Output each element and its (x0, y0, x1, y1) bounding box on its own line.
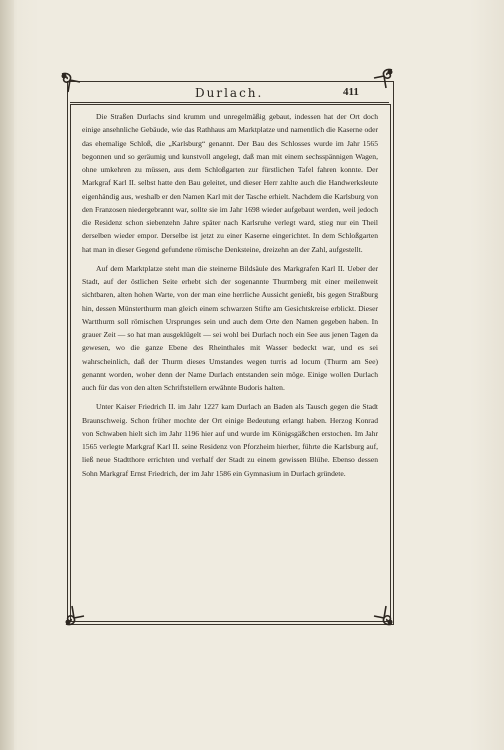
paragraph: Unter Kaiser Friedrich II. im Jahr 1227 kam Durlach an Baden als Tausch gegen die Stadt Braunschweig. Schon früher mochte der Ort einige Bedeutung erlangt haben. Herzog Konrad von Schwaben hielt sich im Jahr 1196 hier auf und wurde im Königsgäßchen erstochen. Im Jahr 1565 verlegte Markgraf Karl II. seine Residenz von Pforzheim hierher, führte die Karlsburg auf, ließ neue Stadtthore errichten und verhalf der Stadt zu einem gewissen Blühe. Ebenso dessen Sohn Markgraf Ernst Friedrich, der im Jahr 1586 ein Gymnasium in Durlach gründete. (82, 402, 378, 478)
header-rule (70, 102, 389, 103)
book-spine (0, 0, 14, 750)
ornament-corner-icon (372, 66, 396, 90)
body-text (82, 110, 378, 486)
running-head-title: Durlach. (195, 86, 264, 100)
page-number: 411 (343, 86, 359, 98)
ornament-corner-icon (62, 604, 86, 628)
paragraph: Die Straßen Durlachs sind krumm und unregelmäßig gebaut, indessen hat der Ort doch einige ansehnliche Gebäude, wie das Rathhaus am Marktplatze und namentlich die Kaserne oder das ehemalige Schloß, die „Karlsburg“ genannt. Der Bau des Schlosses wurde im Jahr 1565 begonnen und so geräumig und kunstvoll angelegt, daß man mit einem sechsspännigen Wagen, ohne umkehren zu müssen, aus dem Schloßgarten zur fürstlichen Tafel fahren konnte. Der Markgraf Karl II. selbst hatte den Bau geleitet, und dieser Herr zahlte auch die Handwerksleute eigenhändig aus, weshalb er den Namen Karl mit der Tasche erhielt. Nachdem die Karlsburg von den Franzosen niedergebrannt war, sollte sie im Jahr 1698 wieder aufgebaut werden, weil jedoch die Residenz schon siebenzehn Jahre später nach Karlsruhe verlegt ward, stieg nur ein Theil derselben wieder empor. Derselbe ist jetzt zu einer Kaserne eingerichtet. In dem Schloßgarten hat man in dieser Gegend gefundene römische Denksteine, dreizehn an der Zahl, aufgestellt. (82, 112, 378, 254)
paragraph: Auf dem Marktplatze steht man die steinerne Bildsäule des Markgrafen Karl II. Ueber der Stadt, auf der östlichen Seite erhebt sich der sogenannte Thurmberg mit einer meilenweit sichtbaren, alten hohen Warte, von der man eine herrliche Aussicht genießt, bis gegen Straßburg hin, dessen Münsterthurm man gleich einem schwarzen Stifte am Gesichtskreise erblickt. Dieser Wartthurm soll römischen Ursprunges sein und auch dem Orte den Namen gegeben haben. In grauer Zeit — so hat man ausgeklügelt — sei wohl bei Durlach noch ein See aus jenen Tagen da gewesen, wo die ganze Ebene des Rheinthales mit Wasser bedeckt war, und es sei wahrscheinlich, daß der Thurm dieses Umstandes wegen turris ad locum (Thurm am See) genannt worden, woher denn der Name Durlach entstanden sein möge. Einige wollen Durlach auch für das von den alten Schriftstellern erwähnte Budoris halten. (82, 263, 378, 392)
ornament-corner-icon (58, 70, 82, 94)
ornament-corner-icon (372, 604, 396, 628)
